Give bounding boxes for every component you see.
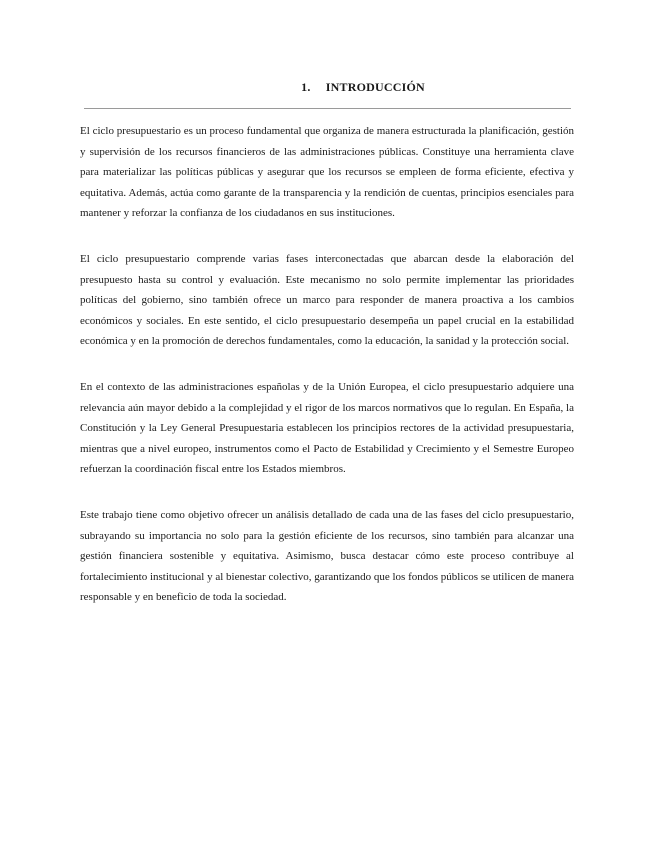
heading-divider	[84, 108, 571, 109]
paragraph-4: Este trabajo tiene como objetivo ofrecer un análisis detallado de cada una de las fases del ciclo presupuestario, subrayando su importancia no solo para la gestión eficiente de los recursos, sino también para alcanzar una gestión financiera sostenible y equitativa. Asimismo, busca destacar cómo este proceso contribuye al fortalecimiento institucional y al bienestar colectivo, garantizando que los fondos públicos se utilicen de manera responsable y en beneficio de toda la sociedad.	[80, 508, 574, 604]
body-text	[80, 121, 574, 633]
section-number: 1.	[301, 80, 311, 94]
paragraph-1: El ciclo presupuestario es un proceso fundamental que organiza de manera estructurada la planificación, gestión y supervisión de los recursos financieros de las administraciones públicas. Constituye una herramienta clave para materializar las políticas públicas y asegurar que los recursos se empleen de forma eficiente, efectiva y equitativa. Además, actúa como garante de la transparencia y la rendición de cuentas, principios esenciales para mantener y reforzar la confianza de los ciudadanos en sus instituciones.	[80, 125, 574, 220]
section-title: INTRODUCCIÓN	[325, 80, 425, 94]
paragraph-3: En el contexto de las administraciones españolas y de la Unión Europea, el ciclo presupuestario adquiere una relevancia aún mayor debido a la complejidad y el rigor de los marcos normativos que lo regulan. En España, la Constitución y la Ley General Presupuestaria establecen los principios rectores de la actividad presupuestaria, mientras que a nivel europeo, instrumentos como el Pacto de Estabilidad y Crecimiento y el Semestre Europeo refuerzan la coordinación fiscal entre los Estados miembros.	[80, 380, 574, 476]
section-heading	[80, 80, 574, 95]
paragraph-2: El ciclo presupuestario comprende varias fases interconectadas que abarcan desde la elaboración del presupuesto hasta su control y evaluación. Este mecanismo no solo permite implementar las prioridades políticas del gobierno, sino también ofrece un marco para responder de manera proactiva a los cambios económicos y sociales. En este sentido, el ciclo presupuestario desempeña un papel crucial en la estabilidad económica y en la promoción de derechos fundamentales, como la educación, la sanidad y la protección social.	[80, 252, 574, 348]
